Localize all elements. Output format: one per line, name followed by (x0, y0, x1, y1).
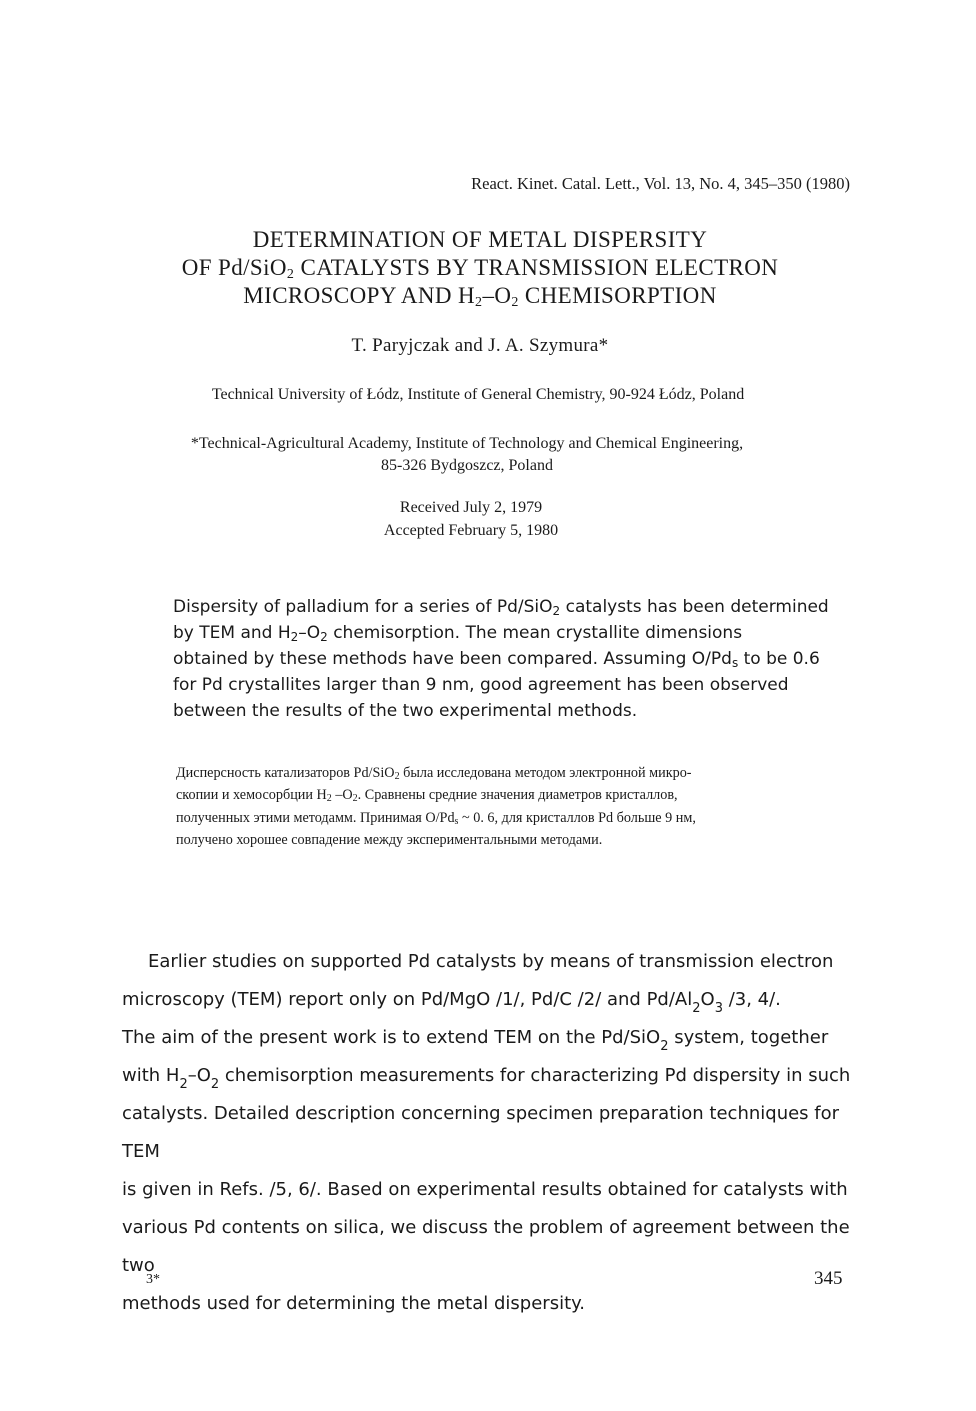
affiliation-2: *Technical-Agricultural Academy, Institute of Technology and Chemical Engineering, 85-326 Bydgoszcz, Poland (190, 435, 744, 474)
paper-title (0, 226, 960, 310)
accepted-date: Accepted February 5, 1980 (383, 522, 559, 539)
title-line-2: OF Pd/SiO$_2$ CATALYSTS BY TRANSMISSION ELECTRON (181, 255, 779, 282)
abstract-english: Dispersity of palladium for a series of Pd/SiO$_2$ catalysts has been determined by TEM and $H_2-O_2$ chemisorption. The mean crystallite dimensions obtained by these methods have been compared. Assuming $O/Pd_s$ to be 0.6 for Pd crystallites larger than 9 nm, good agreement has been observed between the results of the two experimental methods. (173, 597, 829, 721)
received-date: Received July 2, 1979 (399, 499, 543, 516)
body-paragraph: Earlier studies on supported Pd catalysts by means of transmission electron microscopy (TEM) report only on Pd/MgO /1/, Pd/C /2/ and $Pd/Al_2O_3$ /3, 4/. The aim of the present work is to extend TEM on the Pd/SiO$_2$ system, together with $H_2-O_2$ chemisorption measurements for characterizing Pd dispersity in such catalysts. Detailed description concerning specimen preparation techniques for TEM is given in Refs. /5, 6/. Based on experimental results obtained for catalysts with various Pd contents on silica, we discuss the problem of agreement between the two methods used for determining the metal dispersity. (122, 951, 851, 1314)
affiliation-1: Technical University of Łódz, Institute of General Chemistry, 90-924 Łódz, Poland (211, 386, 745, 403)
page-number: 345 (814, 1268, 843, 1289)
title-line-3: MICROSCOPY AND $H_2-O_2$ CHEMISORPTION (243, 283, 717, 310)
abstract-russian: Дисперсность катализаторов Pd/SiO$_2$ была исследована методом электронной микро- скопии и хемосорбции $H_2$ $-O_2$. Сравнены средние значения диаметров кристаллов, полученных этими методамм. Принимая $O/Pd_s$ ~ 0. 6, для кристаллов Pd больше 9 нм, получено хорошее совпадение между экспериментальными методами. (176, 765, 696, 848)
signature-mark: 3* (146, 1272, 160, 1287)
dates (0, 496, 942, 542)
title-line-1: DETERMINATION OF METAL DISPERSITY (252, 227, 708, 252)
authors: T. Paryjczak and J. A. Szymura* (351, 335, 609, 356)
journal-reference: React. Kinet. Catal. Lett., Vol. 13, No. 4, 345–350 (1980) (471, 174, 850, 193)
